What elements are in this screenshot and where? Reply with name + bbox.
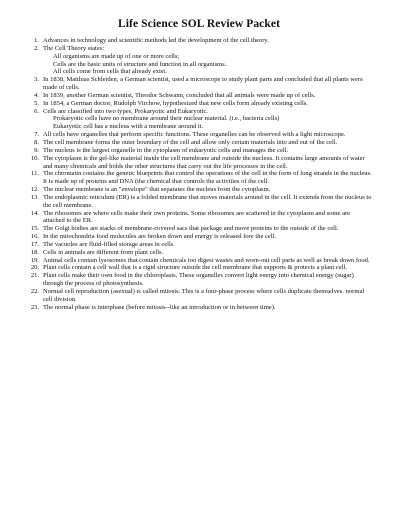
item-number: 4. — [34, 91, 39, 99]
item-text: Plant cells make their own food in the chloroplasts. These organelles convert light energy into chemical energy (sugar) through the process of photosynthesis. — [43, 272, 354, 288]
item-text: In 1839, another German scientist, Theodor Schwann, concluded that all animals were made up of cells. — [43, 91, 316, 99]
item-text: The vacuoles are fluid-filled storage areas in cells. — [43, 240, 175, 248]
item-text: In 1838, Matthias Schleiden, a German scientist, used a microscope to study plant parts and concluded that all plants were made of cells. — [43, 76, 363, 92]
item-number: 5. — [34, 99, 39, 107]
item-number: 13. — [30, 193, 39, 201]
item-number: 21. — [30, 272, 39, 280]
item-text: Plant cells contain a cell wall that is a rigid structure outside the cell membrane that supports & protects a plant cell. — [43, 264, 347, 272]
list-item — [26, 264, 372, 272]
review-list — [26, 37, 372, 312]
list-item — [26, 194, 372, 210]
item-text: The endoplasmic reticulum (ER) is a folded membrane that moves materials around in the cell. It extends from the nucleus to the cell membrane. — [43, 193, 372, 209]
item-text: The ribosomes are where cells make their own proteins. Some ribosomes are scattered in the cytoplasm and some are attached to the ER. — [43, 209, 351, 225]
list-item — [26, 147, 372, 155]
list-item — [26, 249, 372, 257]
item-number: 3. — [34, 76, 39, 84]
item-text: Advances in technology and scientific methods led the development of the cell theory. — [43, 37, 269, 44]
item-text: The Cell Theory states: — [43, 44, 105, 52]
item-text: The cell membrane forms the outer boundary of the cell and allow only certain materials into and out of the cell. — [43, 138, 338, 146]
item-number: 6. — [34, 107, 39, 115]
list-item — [26, 37, 372, 45]
item-number: 18. — [30, 248, 39, 256]
item-number: 12. — [30, 186, 39, 194]
item-text: Animal cells contain lysosomes that contain chemicals too digest wastes and worn-out cell parts as well as break down food. — [43, 256, 370, 264]
item-subline: All organisms are made up of one or more cells; — [53, 52, 180, 60]
item-number: 7. — [34, 131, 39, 139]
item-number: 8. — [34, 138, 39, 146]
item-number: 16. — [30, 233, 39, 241]
list-item — [26, 233, 372, 241]
item-text: The cytoplasm is the gel-like material inside the cell membrane and outside the nucleus. It contains large amounts of water and many chemicals and holds the other structures that carry out the life processes in the cell. — [43, 154, 365, 170]
item-text: In the mitochondria food molecules are broken down and energy is released fore the cell. — [43, 233, 277, 241]
list-item — [26, 108, 372, 132]
list-item — [26, 155, 372, 171]
item-subline: Cells are the basic units of structure and function in all organisms. — [53, 60, 227, 68]
list-item — [26, 92, 372, 100]
item-number: 15. — [30, 225, 39, 233]
item-number: 17. — [30, 240, 39, 248]
list-item — [26, 131, 372, 139]
item-number: 10. — [30, 154, 39, 162]
item-text: The normal phase is interphase (before mitosis--like an introduction or in between time). — [43, 303, 276, 311]
item-text: Cells are classified into two types, Prokaryotic and Eukaryotic. — [43, 107, 209, 115]
list-item — [26, 225, 372, 233]
list-item — [26, 139, 372, 147]
item-text: The chromatin contains the genetic blueprints that control the operations of the cell in the form of long strands in the nucleus. It is made up of proteins and DNA (the chemical that controls the activities of the cell. — [43, 170, 372, 186]
list-item — [26, 288, 372, 304]
list-item — [26, 186, 372, 194]
list-item — [26, 76, 372, 92]
item-text: Normal cell reproduction (asexual) is called mitosis. This is a four-phase process where cells duplicate themselves. normal cell division. — [43, 288, 365, 303]
item-number: 23. — [30, 303, 39, 311]
item-number: 9. — [34, 146, 39, 154]
list-item — [26, 257, 372, 265]
item-text: All cells have organelles that perform specific functions. These organelles can be observed with a light microscope. — [43, 131, 346, 139]
item-number: 1. — [34, 37, 39, 44]
list-item — [26, 100, 372, 108]
item-subline: All cells come from cells that already exist. — [53, 68, 167, 76]
item-text: The nucleus is the largest organelle in the cytoplasm of eukaryotic cells and manages the cell. — [43, 146, 289, 154]
list-item — [26, 45, 372, 76]
item-number: 22. — [30, 288, 39, 295]
item-text: Cells in animals are different from plant cells. — [43, 248, 164, 256]
item-number: 19. — [30, 256, 39, 264]
list-item — [26, 272, 372, 288]
item-text: In 1854, a German doctor, Rudolph Virchow, hypothesized that new cells form already existing cells. — [43, 99, 308, 107]
item-number: 11. — [31, 170, 39, 178]
item-text: The nuclear membrane is an "envelope" that separates the nucleus from the cytoplasm. — [43, 186, 271, 194]
item-number: 20. — [30, 264, 39, 272]
list-item — [26, 170, 372, 186]
item-subline: Prokaryotic cells have no membrane around their nuclear material. (i.e., bacteria cells) — [53, 115, 280, 123]
page-title: Life Science SOL Review Packet — [117, 18, 281, 30]
item-number: 2. — [34, 44, 39, 52]
list-item — [26, 210, 372, 226]
item-text: The Golgi bodies are stacks of membrane-covered sacs that package and move proteins to the outside of the cell. — [43, 225, 339, 233]
list-item — [26, 241, 372, 249]
item-number: 14. — [30, 209, 39, 217]
list-item — [26, 304, 372, 312]
item-subline: Eukaryotic cell has a nucleus with a membrane around it. — [53, 123, 204, 131]
